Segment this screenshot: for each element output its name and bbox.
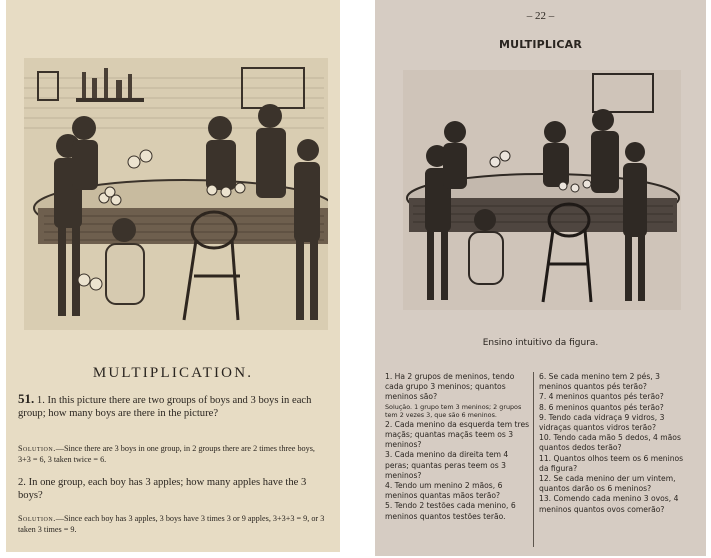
solution-1-label: Solution.	[18, 444, 56, 453]
left-book-page	[6, 0, 340, 552]
question-2-text: 2. In one group, each boy has 3 apples; how many apples have the 3 boys?	[18, 477, 307, 501]
exercise-item: 7. 4 meninos quantos pés terão?	[539, 392, 664, 402]
lesson-number: 51.	[18, 391, 35, 406]
page-title: MULTIPLICAR	[498, 38, 583, 51]
exercise-item: 2. Cada menino da esquerda tem tres maçãs; quantas maçãs teem os 3 meninos?	[385, 419, 530, 450]
page-title: MULTIPLICATION.	[92, 365, 254, 381]
boys-with-apples-engraving	[403, 70, 681, 310]
exercise-item: 6. Se cada menino tem 2 pés, 3 meninos quantos pés terão?	[539, 372, 660, 392]
question-1-text: 1. In this picture there are two groups of boys and 3 boys in each group; how many boys are there in the picture?	[18, 395, 312, 419]
solution-2	[18, 514, 328, 535]
exercise-item: 10. Tendo cada mão 5 dedos, 4 mãos quantos dedos terão?	[539, 433, 681, 453]
right-book-page	[375, 0, 706, 556]
solution-1	[18, 444, 328, 465]
exercise-item: 13. Comendo cada menino 3 ovos, 4 meninos quantos ovos comerão?	[539, 494, 679, 514]
exercise-solution: Solução. 1 grupo tem 3 meninos; 2 grupos tem 2 vezes 3, que são 6 meninos.	[385, 402, 522, 420]
exercise-item: 1. Ha 2 grupos de meninos, tendo cada grupo 3 meninos; quantos meninos são?	[385, 372, 515, 402]
exercises-column-left	[385, 372, 533, 522]
exercise-item: 12. Se cada menino der um vintem, quantos darão os 6 meninos?	[539, 474, 676, 494]
figure-caption: Ensino intuitivo da figura.	[482, 338, 599, 348]
exercise-item: 5. Tendo 2 testões cada menino, 6 meninos quantos testões terão.	[385, 501, 516, 521]
exercises-column-right	[539, 372, 687, 515]
solution-2-label: Solution.	[18, 514, 56, 523]
solution-2-text: —Since each boy has 3 apples, 3 boys have 3 times 3 or 9 apples, 3+3+3 = 9, or 3 taken 3 times = 9.	[18, 514, 325, 534]
exercise-item: 3. Cada menino da direita tem 4 peras; quantas peras teem os 3 meninos?	[385, 450, 509, 480]
page-number: – 22 –	[526, 10, 555, 22]
question-1	[18, 392, 328, 420]
boys-with-apples-engraving	[24, 58, 328, 330]
exercise-item: 9. Tendo cada vidraça 9 vidros, 3 vidraças quantos vidros terão?	[539, 412, 665, 433]
exercise-item: 8. 6 meninos quantos pés terão?	[539, 402, 664, 412]
exercise-item: 11. Quantos olhos teem os 6 meninos da figura?	[539, 453, 684, 473]
exercise-item: 4. Tendo um menino 2 mãos, 6 meninos quantas mãos terão?	[385, 481, 503, 501]
solution-1-text: —Since there are 3 boys in one group, in 2 groups there are 2 times three boys, 3+3 = 6, 3 taken twice = 6.	[18, 444, 315, 464]
question-2	[18, 476, 328, 502]
column-divider	[533, 372, 534, 547]
